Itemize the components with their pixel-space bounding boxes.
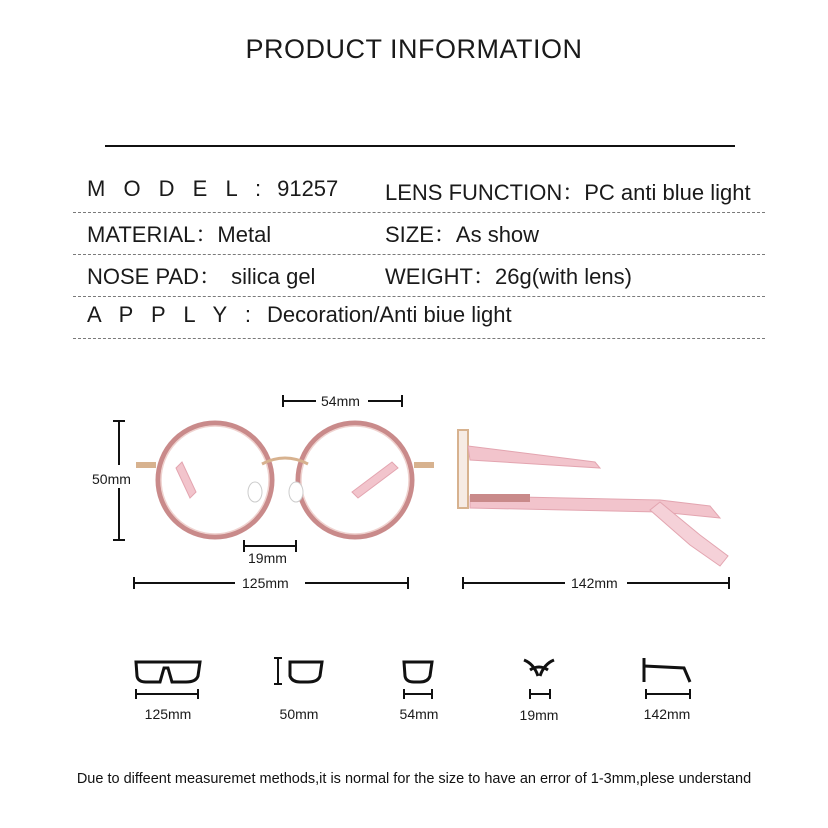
lens-height-label: 50mm	[92, 471, 131, 487]
icon-label-lens-height: 50mm	[279, 706, 319, 722]
glasses-side-view	[458, 430, 728, 566]
icon-label-bridge: 19mm	[519, 707, 559, 723]
bridge-width-icon	[524, 660, 554, 699]
icon-label-frame-width: 125mm	[144, 706, 192, 722]
icon-label-lens-width: 54mm	[399, 706, 439, 722]
spec-label: LENS FUNCTION：	[385, 180, 585, 205]
spec-value: 26g(with lens)	[495, 264, 632, 289]
spec-label: NOSE PAD：	[87, 264, 222, 289]
spec-label: M O D E L :	[87, 176, 268, 201]
front-temples	[176, 462, 398, 498]
spec-label: WEIGHT：	[385, 264, 495, 289]
icon-label-temple-length: 142mm	[643, 706, 691, 722]
lens-width-icon	[404, 662, 432, 699]
left-lens-rim	[158, 423, 272, 537]
lens-width-label: 54mm	[321, 393, 360, 409]
spec-value: Decoration/Anti biue light	[266, 302, 512, 327]
spec-value: Metal	[217, 222, 272, 247]
spec-label: MATERIAL：	[87, 222, 218, 247]
spec-value: 91257	[277, 176, 339, 201]
lens-height-icon	[274, 658, 322, 684]
spec-value: PC anti blue light	[584, 180, 751, 205]
temple-length-icon	[644, 658, 690, 699]
spec-value: silica gel	[231, 264, 316, 289]
frame-width-icon	[136, 662, 200, 699]
spec-label: A P P L Y :	[87, 302, 257, 327]
spec-value: As show	[455, 222, 540, 247]
frame-width-label: 125mm	[242, 575, 289, 591]
bridge-label: 19mm	[248, 550, 287, 566]
measurement-disclaimer: Due to diffeent measuremet methods,it is normal for the size to have an error of 1-3mm,plese understand	[76, 771, 752, 787]
spec-label: SIZE：	[385, 222, 456, 247]
page-title: PRODUCT INFORMATION	[245, 34, 583, 64]
temple-length-label: 142mm	[571, 575, 618, 591]
right-lens-rim	[298, 423, 412, 537]
